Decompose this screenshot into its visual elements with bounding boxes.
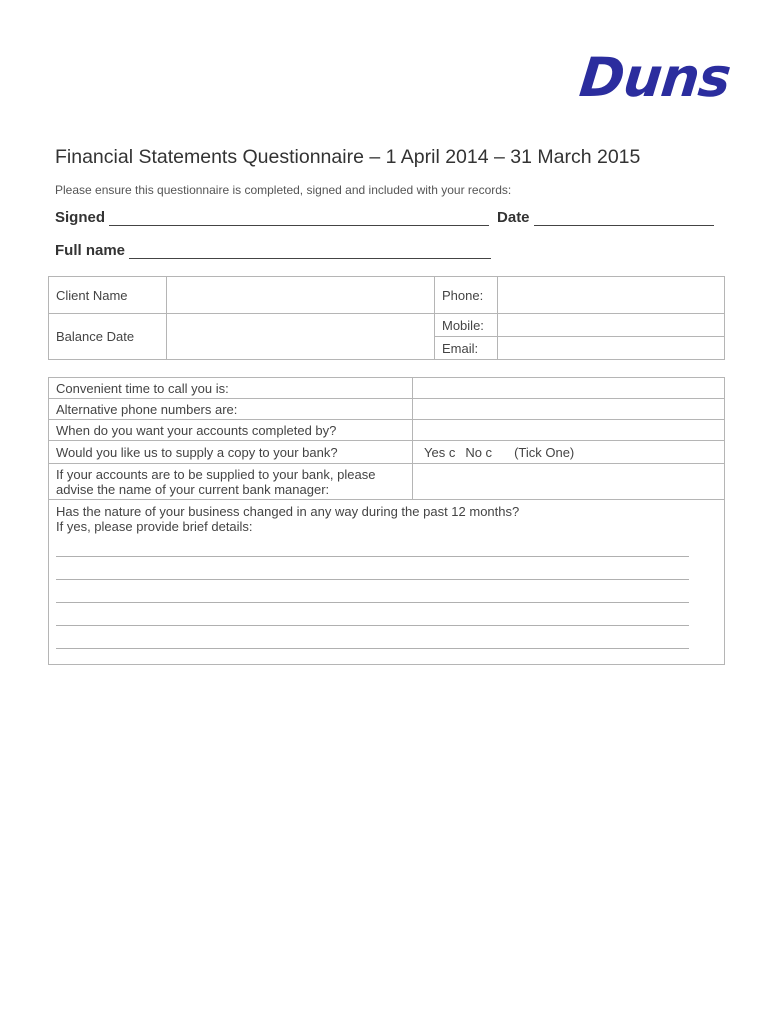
date-field[interactable] <box>534 211 714 226</box>
details-line[interactable] <box>56 626 689 649</box>
duns-logo: Duns <box>576 46 734 109</box>
q-business-change <box>49 500 725 665</box>
q-alt-phone: Alternative phone numbers are: <box>49 399 413 420</box>
q-bank-manager <box>49 464 413 500</box>
q-convenient-time-answer[interactable] <box>413 378 725 399</box>
q-bank-copy-options <box>413 441 725 464</box>
phone-field[interactable] <box>498 277 725 314</box>
details-line[interactable] <box>56 603 689 626</box>
signed-label: Signed <box>55 209 106 226</box>
q-completed-by: When do you want your accounts completed by? <box>49 420 413 441</box>
q-convenient-time: Convenient time to call you is: <box>49 378 413 399</box>
date-label: Date <box>497 209 530 226</box>
q-alt-phone-answer[interactable] <box>413 399 725 420</box>
client-details-table <box>48 276 725 360</box>
details-line[interactable] <box>56 557 689 580</box>
balance-date-field[interactable] <box>167 314 435 360</box>
signed-field[interactable] <box>109 211 489 226</box>
phone-label: Phone: <box>435 277 498 314</box>
page-title: Financial Statements Questionnaire – 1 April 2014 – 31 March 2015 <box>55 146 641 168</box>
details-line[interactable] <box>56 534 689 557</box>
q-completed-by-answer[interactable] <box>413 420 725 441</box>
tick-one-note: (Tick One) <box>514 444 575 460</box>
email-label: Email: <box>435 337 498 360</box>
signed-row <box>55 209 714 226</box>
client-name-label: Client Name <box>49 277 167 314</box>
q-business-change-line2: If yes, please provide brief details: <box>56 519 253 534</box>
balance-date-label: Balance Date <box>49 314 167 360</box>
q-business-change-line1: Has the nature of your business changed in any way during the past 12 months? <box>56 504 520 519</box>
fullname-label: Full name <box>55 242 126 259</box>
email-field[interactable] <box>498 337 725 360</box>
questions-table <box>48 377 725 665</box>
client-name-field[interactable] <box>167 277 435 314</box>
mobile-label: Mobile: <box>435 314 498 337</box>
q-bank-manager-line1: If your accounts are to be supplied to your bank, please <box>56 466 376 482</box>
mobile-field[interactable] <box>498 314 725 337</box>
instructions-text: Please ensure this questionnaire is completed, signed and included with your records: <box>55 183 512 197</box>
fullname-field[interactable] <box>129 244 491 259</box>
yes-checkbox[interactable]: Yes c <box>424 444 456 460</box>
no-checkbox[interactable]: No c <box>465 444 493 460</box>
q-bank-copy: Would you like us to supply a copy to your bank? <box>49 441 413 464</box>
fullname-row <box>55 242 491 259</box>
q-bank-manager-answer[interactable] <box>413 464 725 500</box>
q-bank-manager-line2: advise the name of your current bank manager: <box>56 481 330 497</box>
details-line[interactable] <box>56 580 689 603</box>
